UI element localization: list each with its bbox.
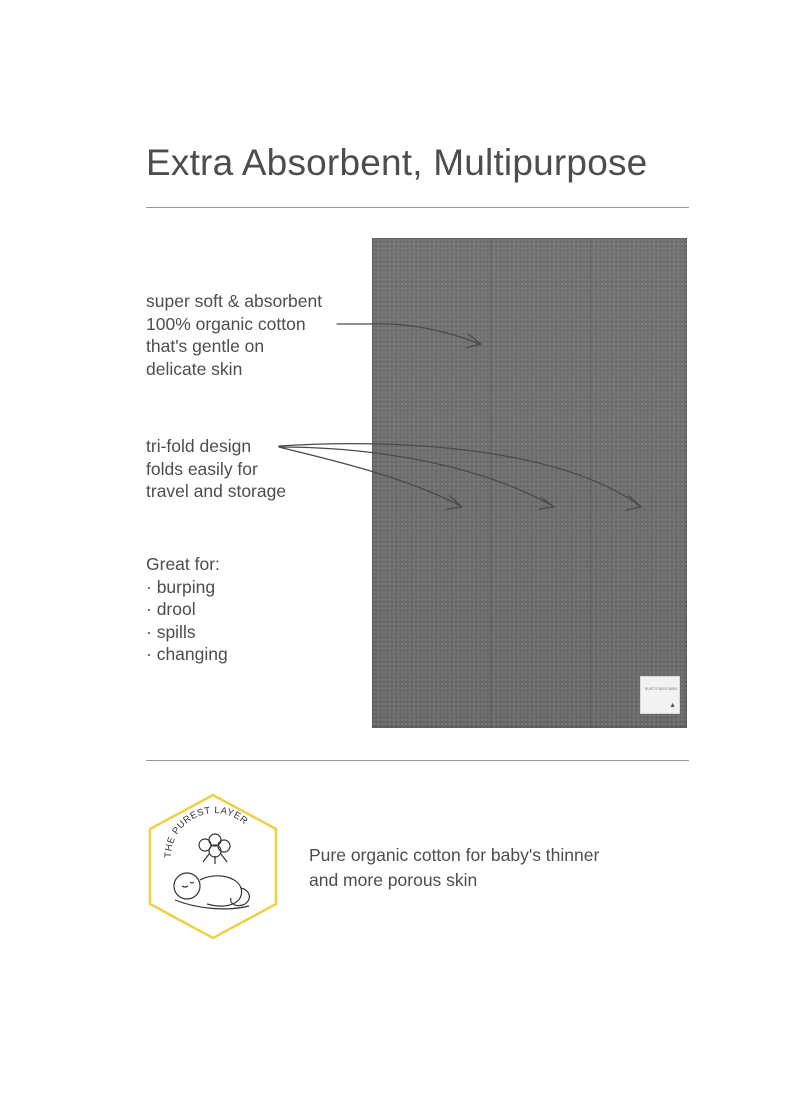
callout-line: that's gentle on — [146, 336, 265, 356]
cotton-boll-icon — [199, 834, 230, 864]
callout-line: folds easily for — [146, 458, 258, 479]
badge-label: THE PUREST LAYER — [162, 805, 250, 859]
list-item: · burping — [146, 576, 216, 597]
uses-list — [146, 553, 228, 666]
purest-layer-badge — [145, 792, 281, 942]
softness-callout — [146, 290, 322, 380]
burp-cloth-image — [372, 238, 687, 728]
list-item: · changing — [146, 644, 228, 664]
product-tag — [640, 676, 680, 714]
page-title: Extra Absorbent, Multipurpose — [146, 142, 648, 183]
fold-line — [590, 238, 591, 728]
callout-line: 100% organic cotton — [146, 313, 306, 334]
uses-heading: Great for: — [146, 554, 220, 574]
callout-line: delicate skin — [146, 358, 243, 379]
callout-line: tri-fold design — [146, 436, 252, 456]
tree-logo-icon: ▲ — [669, 702, 676, 709]
hexagon-border-icon — [150, 795, 276, 938]
bottom-divider — [146, 760, 689, 761]
trifold-callout — [146, 435, 286, 503]
callout-line: travel and storage — [146, 481, 287, 501]
callout-line: super soft & absorbent — [146, 291, 323, 311]
top-divider — [146, 207, 689, 208]
fold-line — [490, 238, 491, 728]
footer-line: and more porous skin — [309, 870, 478, 890]
sleeping-baby-icon — [174, 873, 249, 909]
list-item: · drool — [146, 599, 196, 619]
footer-description — [309, 843, 599, 893]
footer-line: Pure organic cotton for baby's thinner — [309, 845, 600, 865]
tag-label: BURT'S BEES BABY — [645, 687, 679, 691]
list-item: · spills — [146, 621, 196, 642]
